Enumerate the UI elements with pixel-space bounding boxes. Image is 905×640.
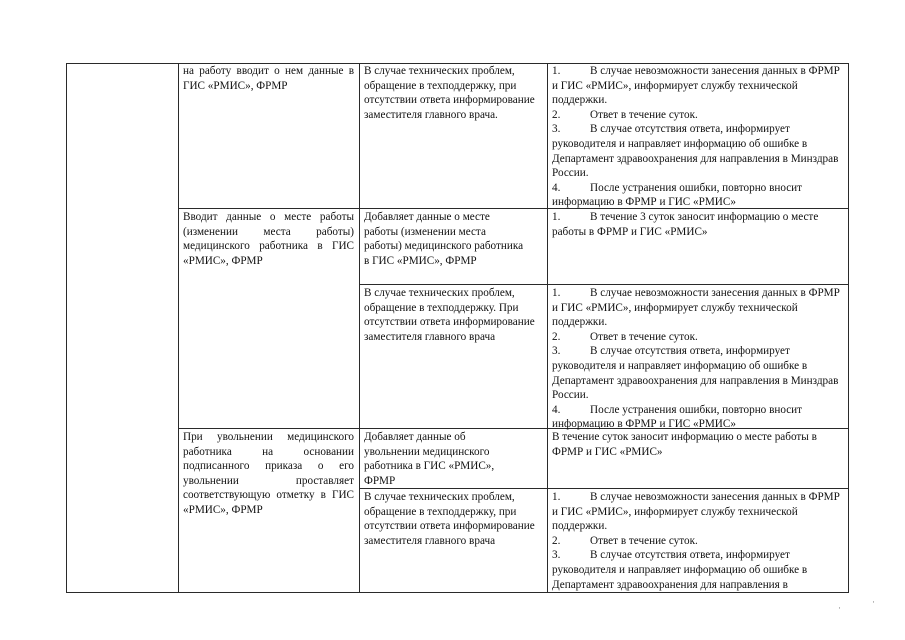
r2-action-text: Вводит данные о месте работы (изменении места работы) медицинского работника в ГИС «РМИС», ФРМР (183, 211, 354, 267)
r2-action-cell (183, 210, 354, 268)
r3-step-1: 1. В случае невозможности занесения данных в ФРМР и ГИС «РМИС», информирует службу технической поддержки. (552, 287, 840, 329)
r4-add-text: Добавляет данные об увольнении медицинского работника в ГИС «РМИС», ФРМР (364, 431, 495, 487)
r3-steps-cell (552, 286, 845, 432)
scan-speck: · (872, 597, 875, 607)
r2-steps-cell (552, 210, 845, 239)
r1-step-1: 1. В случае невозможности занесения данных в ФРМР и ГИС «РМИС», информирует службу технической поддержки. (552, 65, 840, 107)
r4-add-cell (364, 430, 524, 488)
row-divider-col3-4 (359, 284, 849, 285)
r1-problem-text: В случае технических проблем, обращение в техподдержку, при отсутствии ответа информирование заместителя главного врача. (364, 65, 535, 121)
r2-add-text: Добавляет данные о месте работы (изменении места работы) медицинского работника в ГИС «РМИС», ФРМР (364, 211, 524, 267)
col-line-5 (848, 63, 849, 593)
table-bottom-border (66, 592, 849, 593)
r1-action-text: на работу вводит о нем данные в ГИС «РМИС», ФРМР (183, 65, 354, 92)
col-line-1 (66, 63, 67, 593)
r5-steps-cell (552, 490, 845, 592)
r4-action-cell (183, 430, 354, 518)
r1-steps-cell (552, 64, 845, 210)
r3-step-2: 2. Ответ в течение суток. (552, 330, 698, 343)
r4-plain-text: В течение суток заносит информацию о месте работы в ФРМР и ГИС «РМИС» (552, 431, 817, 458)
r5-problem-text: В случае технических проблем, обращение в техподдержку, при отсутствии ответа информирование заместителя главного врача (364, 491, 535, 547)
r3-step-3: 3. В случае отсутствия ответа, информирует руководителя и направляет информацию об ошибке в Департамент здравоохранения для направления в Минздрав России. (552, 345, 839, 402)
r2-add-cell (364, 210, 524, 268)
r1-step-3: 3. В случае отсутствия ответа, информирует руководителя и направляет информацию об ошибке в Департамент здравоохранения для направления в Минздрав России. (552, 123, 839, 180)
col-line-3 (359, 63, 360, 593)
r3-step-4: 4. После устранения ошибки, повторно вносит информацию в ФРМР и ГИС «РМИС» (552, 403, 803, 431)
r4-steps-cell (552, 430, 845, 459)
col-line-4 (547, 63, 548, 593)
r1-step-2: 2. Ответ в течение суток. (552, 108, 698, 121)
r3-problem-cell (364, 286, 545, 344)
r5-problem-cell (364, 490, 545, 548)
r2-step-1: 1. В течение 3 суток заносит информацию о месте работы в ФРМР и ГИС «РМИС» (552, 211, 819, 238)
r1-problem-cell (364, 64, 545, 122)
r1-step-4: 4. После устранения ошибки, повторно вносит информацию в ФРМР и ГИС «РМИС» (552, 181, 803, 209)
r5-step-3: 3. В случае отсутствия ответа, информирует руководителя и направляет информацию об ошибке в Департамент здравоохранения для направления в (552, 549, 808, 591)
r5-step-2: 2. Ответ в течение суток. (552, 534, 698, 547)
r5-step-1: 1. В случае невозможности занесения данных в ФРМР и ГИС «РМИС», информирует службу технической поддержки. (552, 491, 840, 533)
r1-action-cell (183, 64, 354, 93)
r3-problem-text: В случае технических проблем, обращение в техподдержку. При отсутствии ответа информирование заместителя главного врача (364, 287, 535, 343)
col-line-2 (178, 63, 179, 593)
r4-action-text: При увольнении медицинского работника на основании подписанного приказа о его увольнении проставляет соответствующую отметку в ГИС «РМИС», ФРМР (183, 431, 354, 516)
scan-speck: · (838, 603, 841, 613)
